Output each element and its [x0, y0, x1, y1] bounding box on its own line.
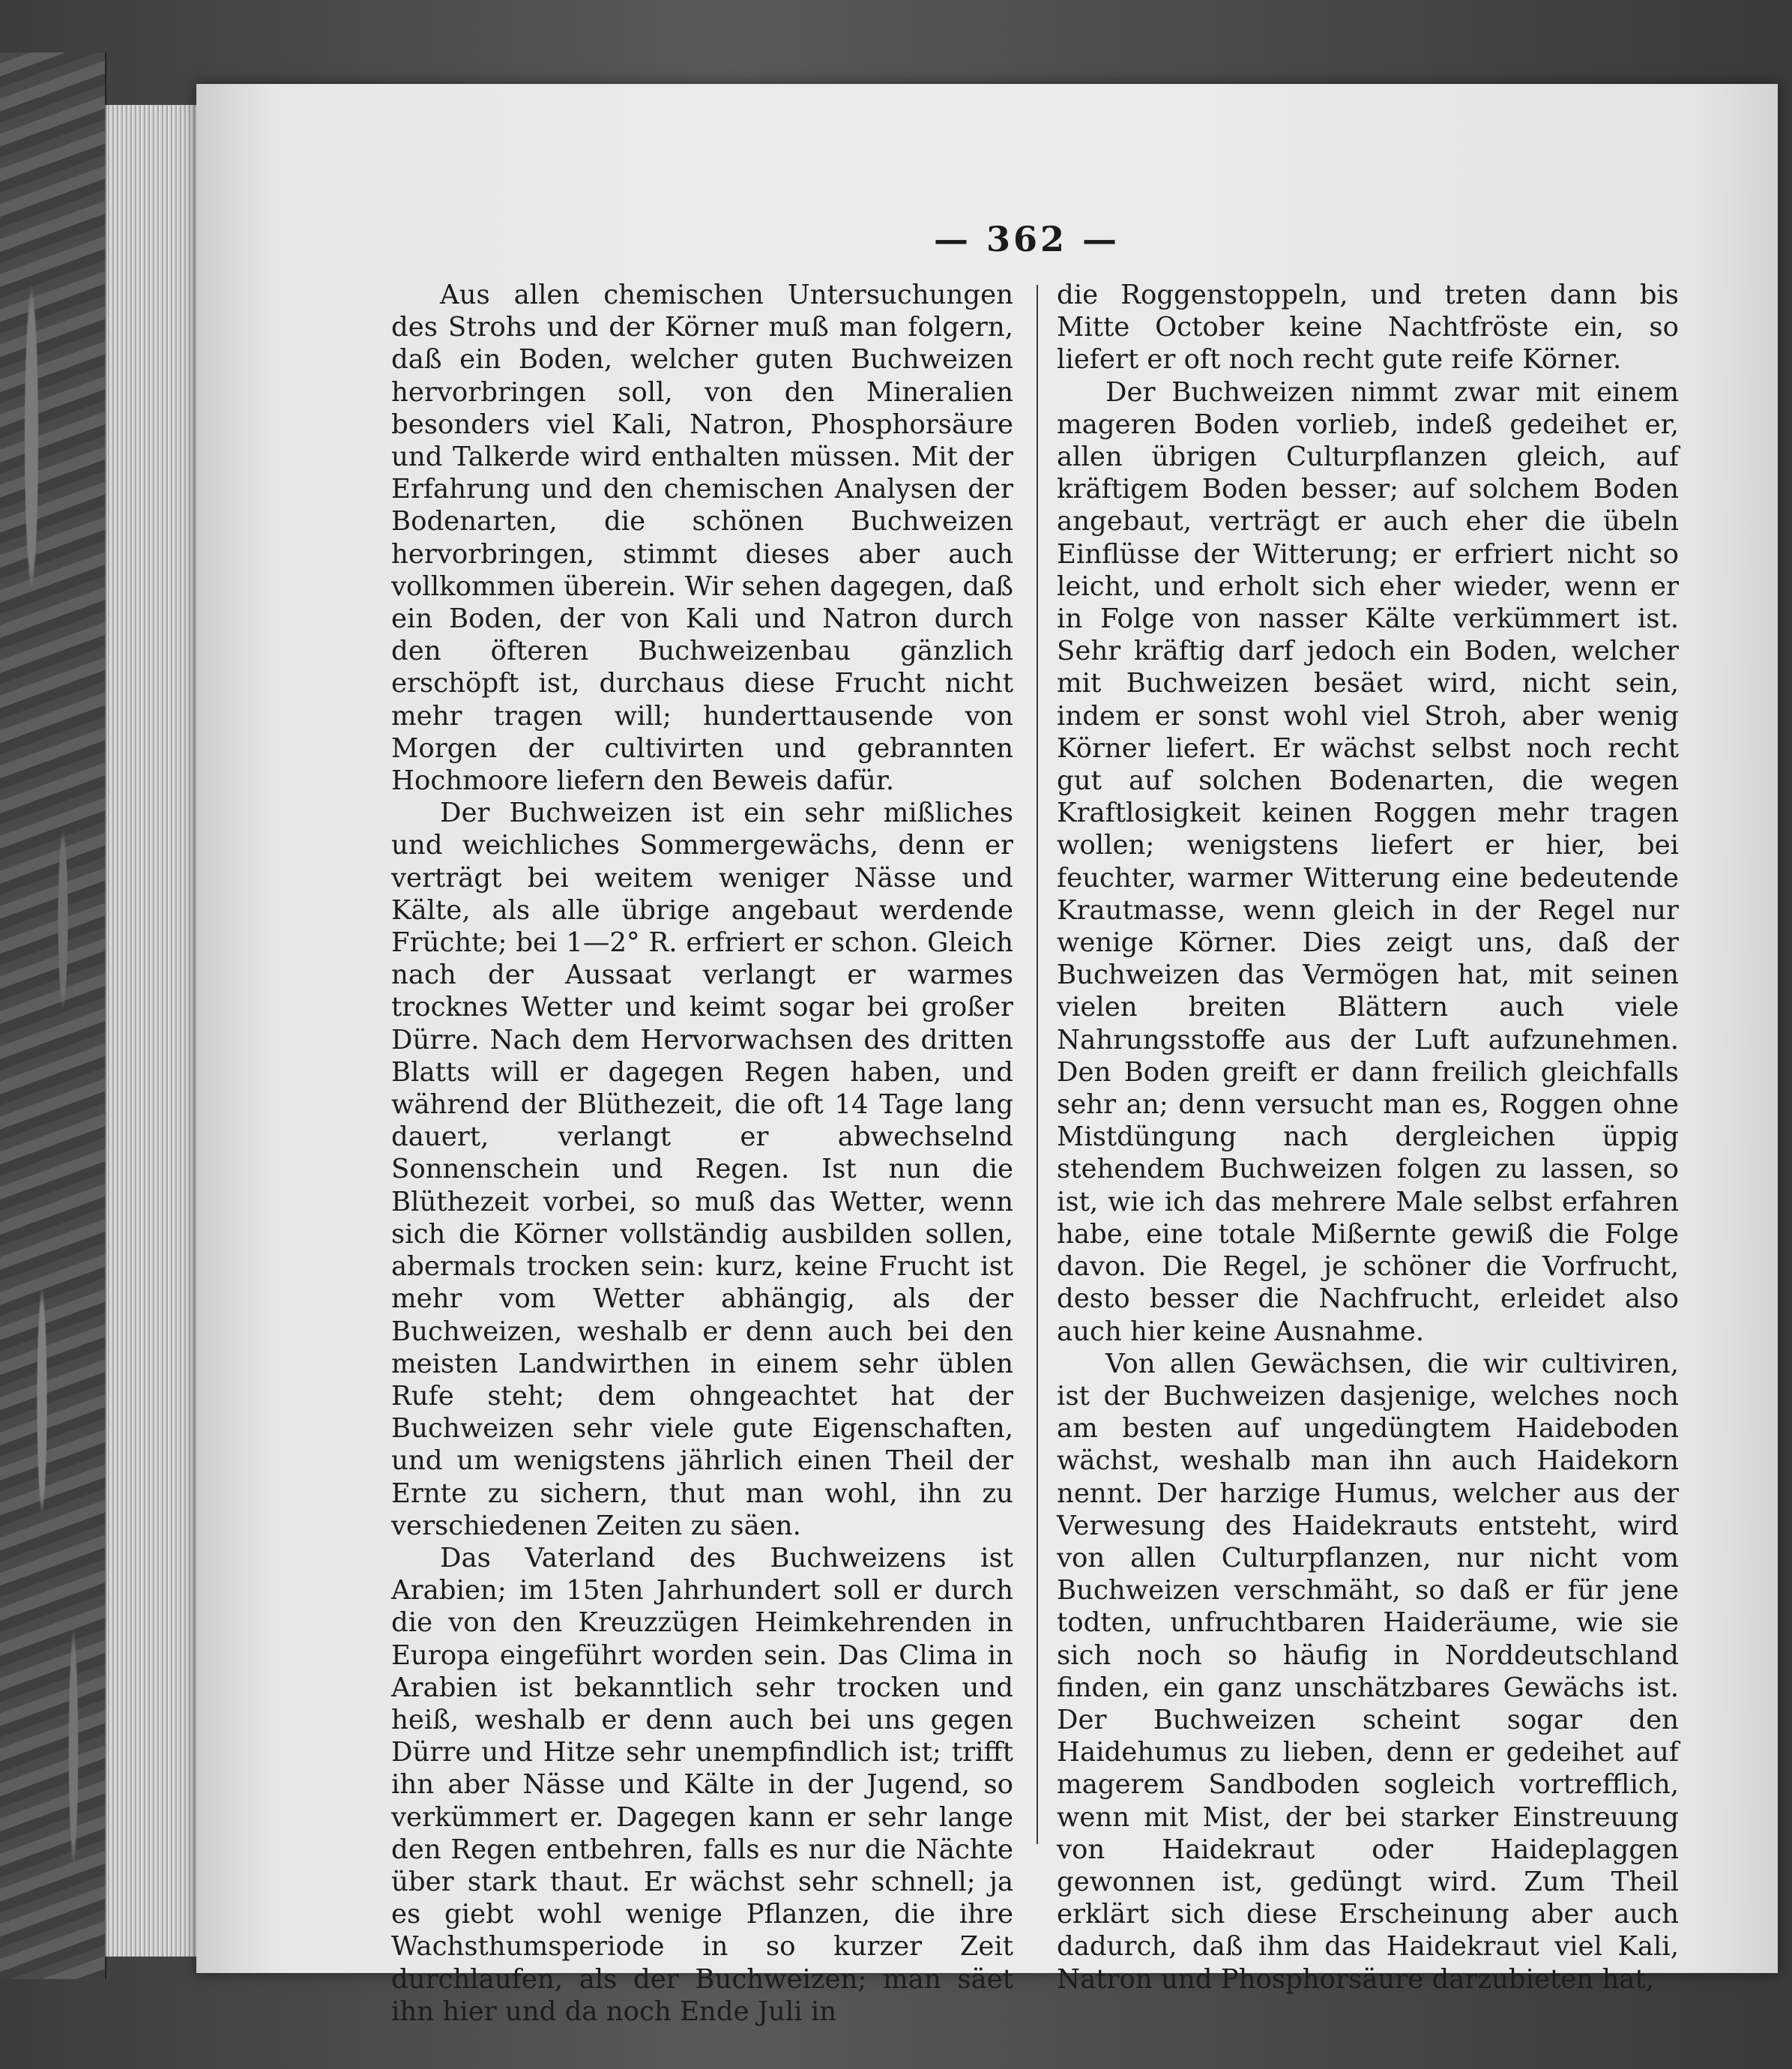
paragraph: Der Buchweizen ist ein sehr mißliches und weichliches Sommergewächs, denn er verträgt bei weitem weniger Nässe und Kälte, als alle übrige angebaut werdende Früchte; bei 1—2° R. erfriert er schon. Gleich nach der Aussaat verlangt er warmes trocknes Wetter und keimt sogar bei großer Dürre. Nach dem Hervorwachsen des dritten Blatts will er dagegen Regen haben, und während der Blüthezeit, die oft 14 Tage lang dauert, verlangt er abwechselnd Sonnenschein und Regen. Ist nun die Blüthezeit vorbei, so muß das Wetter, wenn sich die Körner vollständig ausbilden sollen, abermals trocken sein: kurz, keine Frucht ist mehr vom Wetter abhängig, als der Buchweizen, weshalb er denn auch bei den meisten Landwirthen in einem sehr üblen Rufe steht; dem ohngeachtet hat der Buchweizen sehr viele gute Eigenschaften, und um wenigstens jährlich einen Theil der Ernte zu sichern, thut man wohl, ihn zu verschiedenen Zeiten zu säen. [391, 798, 1013, 1541]
right-text-column [1057, 279, 1679, 1996]
paragraph-continuation: die Roggenstoppeln, und treten dann bis Mitte October keine Nachtfröste ein, so liefert er oft noch recht gute reife Körner. [1057, 280, 1679, 376]
page-number: — 362 — [933, 219, 1120, 259]
paragraph: Das Vaterland des Buchweizens ist Arabien; im 15ten Jahrhundert soll er durch die von den Kreuzzügen Heimkehrenden in Europa eingeführt worden sein. Das Clima in Arabien ist bekanntlich sehr trocken und heiß, weshalb er denn auch bei uns gegen Dürre und Hitze sehr unempfindlich ist; trifft ihn aber Nässe und Kälte in der Jugend, so verkümmert er. Dagegen kann er sehr lange den Regen entbehren, falls es nur die Nächte über stark thaut. Er wächst sehr schnell; ja es giebt wohl wenige Pflanzen, die ihre Wachsthumsperiode in so kurzer Zeit durchlaufen, als der Buchweizen; man säet ihn hier und da noch Ende Juli in [391, 1542, 1013, 2027]
paragraph: Der Buchweizen nimmt zwar mit einem mageren Boden vorlieb, indeß gedeihet er, allen übrigen Culturpflanzen gleich, auf kräftigem Boden besser; auf solchem Boden angebaut, verträgt er auch eher die übeln Einflüsse der Witterung; er erfriert nicht so leicht, und erholt sich eher wieder, wenn er in Folge von nasser Kälte verkümmert ist. Sehr kräftig darf jedoch ein Boden, welcher mit Buchweizen besäet wird, nicht sein, indem er sonst wohl viel Stroh, aber wenig Körner liefert. Er wächst selbst noch recht gut auf solchen Bodenarten, die wegen Kraftlosigkeit keinen Roggen mehr tragen wollen; wenigstens liefert er hier, bei feuchter, warmer Witterung eine bedeutende Krautmasse, wenn gleich in der Regel nur wenige Körner. Dies zeigt uns, daß der Buchweizen das Vermögen hat, mit seinen vielen breiten Blättern auch viele Nahrungsstoffe aus der Luft aufzunehmen. Den Boden greift er dann freilich gleichfalls sehr an; denn versucht man es, Roggen ohne Mistdüngung nach dergleichen üppig stehendem Buchweizen folgen zu lassen, so ist, wie ich das mehrere Male selbst erfahren habe, eine totale Mißernte gewiß die Folge davon. Die Regel, je schöner die Vorfrucht, desto besser die Nachfrucht, erleidet also auch hier keine Ausnahme. [1057, 376, 1679, 1347]
page-edges [105, 105, 196, 1957]
column-divider [1037, 285, 1038, 1844]
left-text-column [391, 279, 1013, 2028]
paragraph: Aus allen chemischen Untersuchungen des Strohs und der Körner muß man folgern, daß ein Boden, welcher guten Buchweizen hervorbringen soll, von den Mineralien besonders viel Kali, Natron, Phosphorsäure und Talkerde wird enthalten müssen. Mit der Erfahrung und den chemischen Analysen der Bodenarten, die schönen Buchweizen hervorbringen, stimmt dieses aber auch vollkommen überein. Wir sehen dagegen, daß ein Boden, der von Kali und Natron durch den öfteren Buchweizenbau gänzlich erschöpft ist, durchaus diese Frucht nicht mehr tragen will; hunderttausende von Morgen der cultivirten und gebrannten Hochmoore liefern den Beweis dafür. [391, 280, 1013, 797]
marbled-book-cover [0, 52, 106, 1979]
paragraph: Von allen Gewächsen, die wir cultiviren, ist der Buchweizen dasjenige, welches noch am besten auf ungedüngtem Haideboden wächst, weshalb man ihn auch Haidekorn nennt. Der harzige Humus, welcher aus der Verwesung des Haidekrauts entsteht, wird von allen Culturpflanzen, nur nicht vom Buchweizen verschmäht, so daß er für jene todten, unfruchtbaren Haideräume, wie sie sich noch so häufig in Norddeutschland finden, ein ganz unschätzbares Gewächs ist. Der Buchweizen scheint sogar den Haidehumus zu lieben, denn er gedeihet auf magerem Sandboden sogleich vortrefflich, wenn mit Mist, der bei starker Einstreuung von Haidekraut oder Haideplaggen gewonnen ist, gedüngt wird. Zum Theil erklärt sich diese Erscheinung aber auch dadurch, daß ihm das Haidekraut viel Kali, Natron und Phosphorsäure darzubieten hat, [1057, 1348, 1679, 1995]
